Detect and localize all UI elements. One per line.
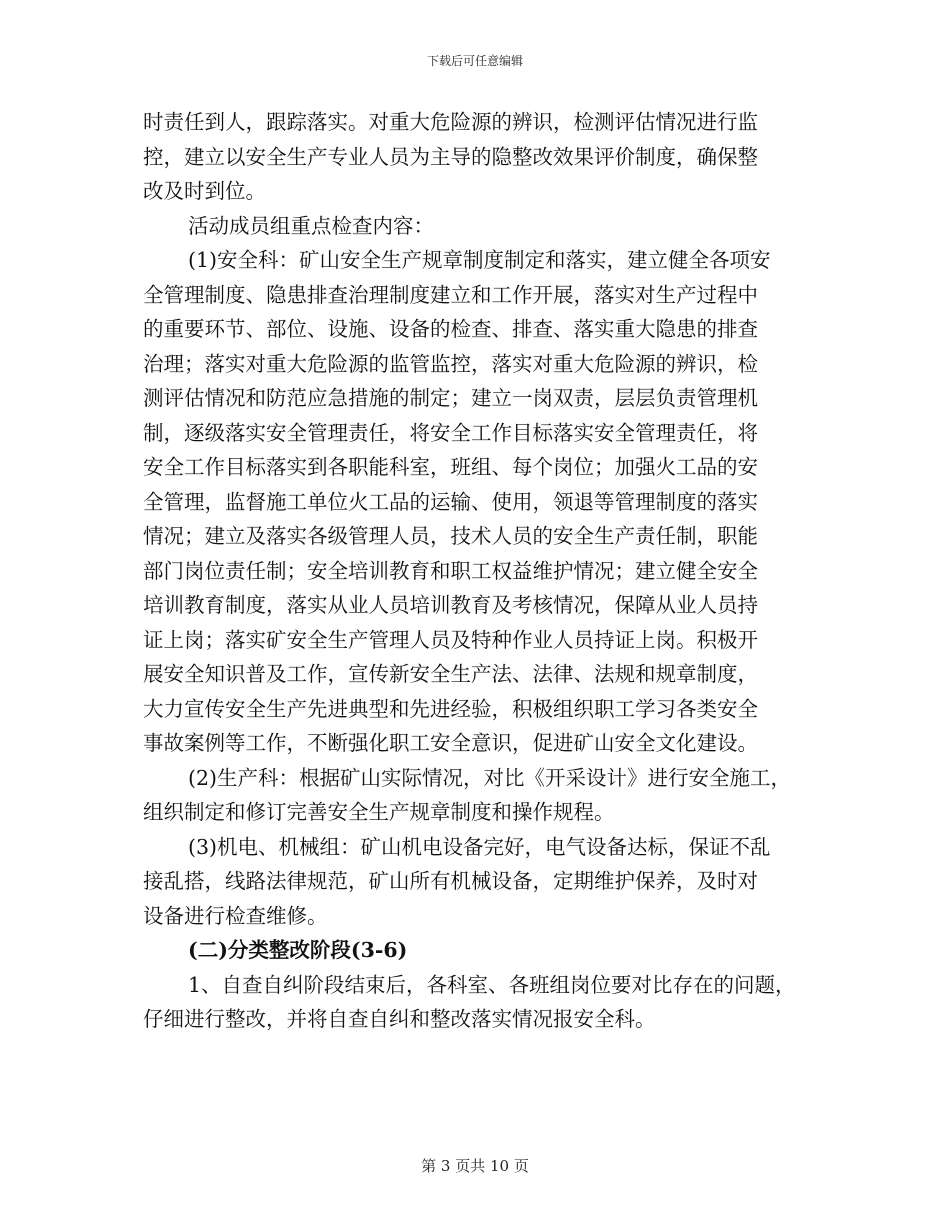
text-line: 事故案例等工作，不断强化职工安全意识，促进矿山安全文化建设。 [143,731,758,755]
text-line: 全管理制度、隐患排查治理制度建立和工作开展，落实对生产过程中 [143,282,758,307]
document-body [143,105,808,1037]
text-line: 制，逐级落实安全管理责任，将安全工作目标落实安全管理责任，将 [143,420,758,445]
text-line: 接乱搭，线路法律规范，矿山所有机械设备，定期维护保养，及时对 [143,869,758,893]
text-line: 活动成员组重点检查内容： [188,213,434,238]
text-line: 证上岗；落实矿安全生产管理人员及特种作业人员持证上岗。积极开 [143,627,758,652]
text-line: 组织制定和修订完善安全生产规章制度和操作规程。 [143,800,615,824]
text-line: 仔细进行整改，并将自查自纠和整改落实情况报安全科。 [143,1007,656,1031]
page-number: 第 3 页共 10 页 [421,1157,529,1175]
text-line: 展安全知识普及工作，宣传新安全生产法、法律、法规和规章制度， [143,662,758,686]
text-line: 1、自查自纠阶段结束后，各科室、各班组岗位要对比存在的问题， [188,972,796,997]
text-line: 治理；落实对重大危险源的监管监控，落实对重大危险源的辨识，检 [143,351,758,376]
text-line: 测评估情况和防范应急措施的制定；建立一岗双责，层层负责管理机 [143,386,758,410]
text-line: (2)生产科：根据矿山实际情况，对比《开采设计》进行安全施工， [188,765,792,790]
text-line: 全管理，监督施工单位火工品的运输、使用，领退等管理制度的落实 [143,489,758,514]
text-line: 时责任到人，跟踪落实。对重大危险源的辨识，检测评估情况进行监 [143,110,758,134]
text-line: 部门岗位责任制；安全培训教育和职工权益维护情况；建立健全安全 [143,558,758,583]
text-line: 培训教育制度，落实从业人员培训教育及考核情况，保障从业人员持 [143,593,758,617]
text-line: (二)分类整改阶段(3-6) [188,938,408,962]
page-header-note: 下载后可任意编辑 [426,54,523,68]
text-line: 安全工作目标落实到各职能科室，班组、每个岗位；加强火工品的安 [143,455,758,479]
text-line: 设备进行检查维修。 [143,903,328,928]
text-line: 的重要环节、部位、设施、设备的检查、排查、落实重大隐患的排查 [143,317,758,341]
text-line: 大力宣传安全生产先进典型和先进经验，积极组织职工学习各类安全 [143,696,758,721]
text-line: 改及时到位。 [143,179,266,203]
text-line: 控，建立以安全生产专业人员为主导的隐整改效果评价制度，确保整 [143,144,758,169]
text-line: 情况；建立及落实各级管理人员，技术人员的安全生产责任制，职能 [143,524,758,548]
text-line: (3)机电、机械组：矿山机电设备完好，电气设备达标，保证不乱 [188,834,771,859]
text-line: (1)安全科：矿山安全生产规章制度制定和落实，建立健全各项安 [188,248,771,272]
